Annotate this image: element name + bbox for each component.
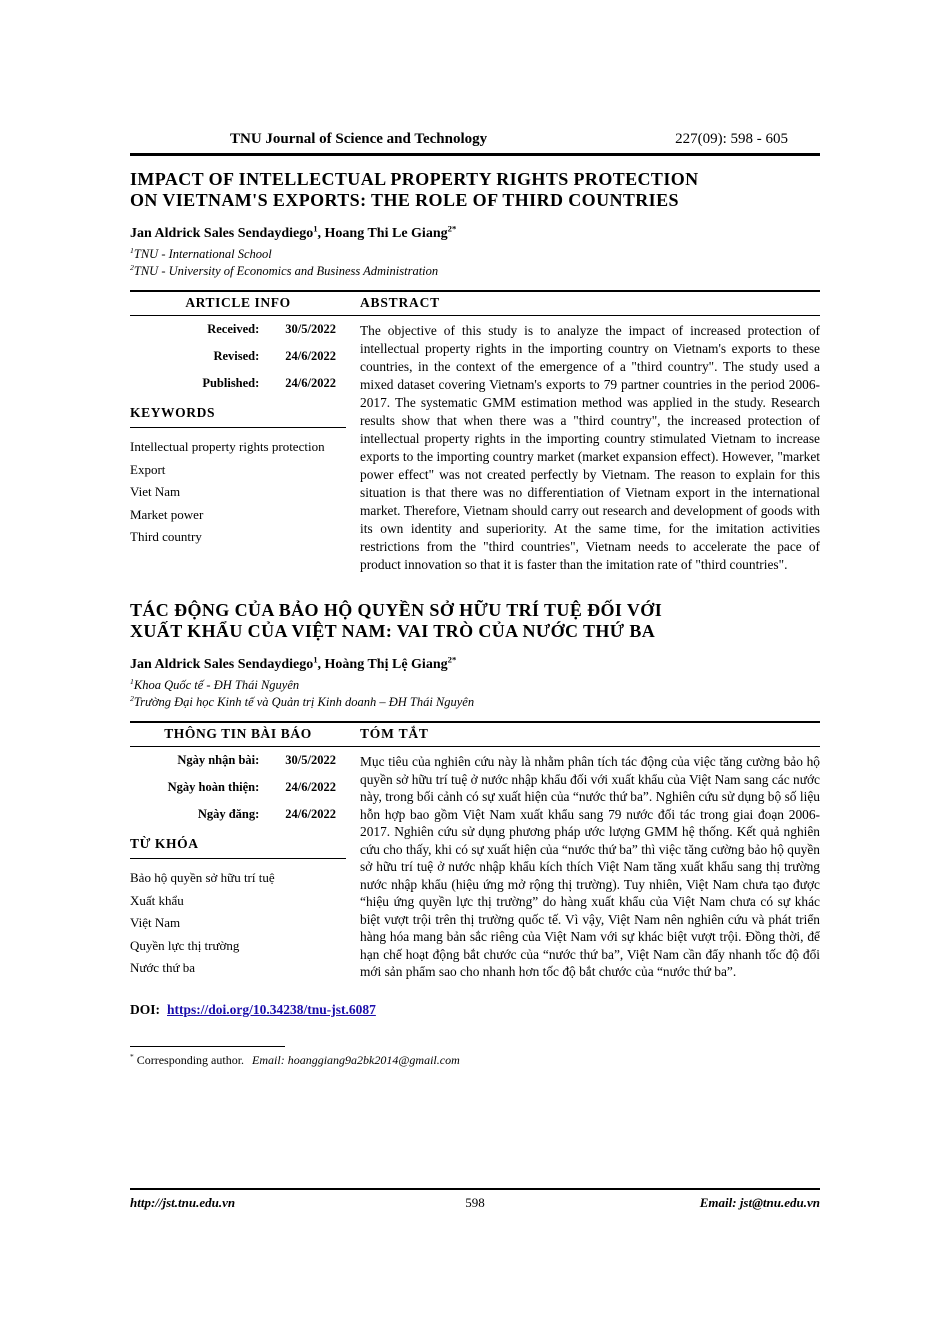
footnote-text: Corresponding author.	[136, 1052, 245, 1067]
date-value: 30/5/2022	[285, 322, 336, 336]
date-label: Ngày hoàn thiện:	[167, 780, 260, 794]
affiliations-vn	[130, 677, 820, 710]
corresponding-author-email: Email: hoanggiang9a2bk2014@gmail.com	[252, 1052, 460, 1067]
doi-row	[130, 1002, 820, 1018]
date-label: Ngày đăng:	[197, 807, 260, 821]
keyword-item: Nước thứ ba	[130, 960, 196, 975]
author-name: Hoàng Thị Lệ Giang	[324, 657, 448, 672]
date-row-revised	[130, 780, 346, 795]
date-label: Received:	[207, 322, 260, 336]
footnote-rule	[130, 1046, 285, 1047]
date-value: 24/6/2022	[285, 807, 336, 821]
author-separator: ,	[317, 657, 325, 672]
paper-title-vn-line1: TÁC ĐỘNG CỦA BẢO HỘ QUYỀN SỞ HỮU TRÍ TUỆ ĐỐI VỚI	[130, 600, 663, 620]
keyword-item: Third country	[130, 529, 202, 544]
keyword-item: Intellectual property rights protection	[130, 439, 325, 454]
paper-title-vn-line2: XUẤT KHẨU CỦA VIỆT NAM: VAI TRÒ CỦA NƯỚC THỨ BA	[130, 621, 656, 641]
paper-title-en-line1: IMPACT OF INTELLECTUAL PROPERTY RIGHTS PROTECTION	[130, 169, 699, 189]
keyword-item: Bảo hộ quyền sở hữu trí tuệ	[130, 870, 275, 885]
authors-en	[130, 225, 820, 242]
affiliation-text: TNU - International School	[133, 247, 272, 261]
keywords-list	[130, 869, 346, 977]
keyword-item: Viet Nam	[130, 484, 181, 499]
authors-vn	[130, 656, 820, 673]
author-affil-marker: 2*	[447, 654, 457, 665]
date-value: 24/6/2022	[285, 349, 336, 363]
info-table-body-row	[130, 747, 820, 982]
article-info-table-vn	[130, 721, 820, 982]
keyword-item: Xuất khẩu	[130, 892, 184, 908]
page-content	[130, 0, 820, 1068]
abstract-column	[360, 753, 820, 982]
date-label: Ngày nhận bài:	[177, 753, 260, 767]
page-footer	[130, 1188, 820, 1211]
date-label: Revised:	[213, 349, 260, 363]
affiliation-text: TNU - University of Economics and Business Administration	[133, 263, 439, 278]
date-row-revised	[130, 349, 346, 364]
footer-email: Email: jst@tnu.edu.vn	[699, 1195, 820, 1210]
date-value: 24/6/2022	[285, 780, 336, 794]
journal-name: TNU Journal of Science and Technology	[230, 131, 488, 147]
affiliation	[130, 263, 820, 280]
abstract-header: ABSTRACT	[360, 295, 440, 310]
date-value: 24/6/2022	[285, 376, 336, 390]
date-row-published	[130, 807, 346, 822]
article-info-header-vn: THÔNG TIN BÀI BÁO	[164, 726, 312, 741]
date-row-published	[130, 376, 346, 391]
keywords-block-en	[130, 405, 346, 546]
abstract-column	[360, 322, 820, 574]
header-rule	[130, 153, 820, 156]
abstract-text-vn: Mục tiêu của nghiên cứu này là nhằm phân tích tác động của việc tăng cường bảo hộ quyền sở hữu trí tuệ ở nước nhập khẩu đối với xuất khẩu của Việt Nam sang các nước này, trong bối cảnh có sự xuất hiện của “nước thứ ba”. Nghiên cứu sử dụng bộ số liệu hỗn hợp bao gồm Việt Nam xuất khẩu sang 79 nước đối tác trong giai đoạn 2006-2017. Nghiên cứu sử dụng phương pháp ước lượng GMM hệ thống. Kết quả nghiên cứu cho thấy, khi có sự xuất hiện của “nước thứ ba” thì việc tăng cường bảo hộ quyền sở hữu trí tuệ ở nước nhập khẩu kích thích Việt Nam tăng xuất khẩu sang thị trường nước nhập khẩu (hiệu ứng mở rộng thị trường). Tuy nhiên, Việt Nam chưa tạo được “hiệu ứng quyền lực thị trường” do hàng xuất khẩu của Việt Nam chưa có sự khác biệt vượt trội trên thị trường quốc tế. Vì vậy, Việt Nam nên nghiên cứu và phát triển hàng hóa mang bản sắc riêng của Việt Nam với sự khác biệt vượt trội. Đồng thời, để hạn chế hoạt động bắt chước của “nước thứ ba”, Việt Nam cần đẩy nhanh tốc độ đổi mới sản phẩm sao cho nhanh hơn tốc độ bắt chước của “nước thứ ba”.	[360, 754, 820, 979]
doi-link[interactable]: https://doi.org/10.34238/tnu-jst.6087	[167, 1001, 376, 1017]
footnote-marker: *	[130, 1051, 134, 1061]
keywords-list	[130, 438, 346, 546]
affiliation	[130, 246, 820, 263]
corresponding-author-note	[130, 1053, 820, 1068]
affiliation	[130, 677, 820, 694]
author-name: Jan Aldrick Sales Sendaydiego	[130, 657, 314, 672]
article-info-column	[130, 753, 346, 982]
date-value: 30/5/2022	[285, 753, 336, 767]
doi-label: DOI:	[130, 1001, 160, 1017]
date-label: Published:	[202, 376, 260, 390]
affiliations-en	[130, 246, 820, 279]
affiliation-marker: 1	[130, 245, 134, 255]
footnote	[130, 1046, 820, 1068]
keyword-item: Market power	[130, 506, 204, 522]
info-table-body-row	[130, 316, 820, 574]
affiliation-text: Trường Đại học Kinh tế và Quản trị Kinh doanh – ĐH Thái Nguyên	[133, 694, 475, 709]
article-info-table-en	[130, 290, 820, 574]
paper-title-vn	[130, 600, 820, 642]
keyword-item: Export	[130, 461, 166, 477]
running-head	[130, 130, 820, 148]
keyword-item: Quyền lực thị trường	[130, 937, 240, 953]
author-name: Hoang Thi Le Giang	[324, 226, 448, 241]
footer-website: http://jst.tnu.edu.vn	[130, 1195, 236, 1210]
keywords-header: TỪ KHÓA	[130, 836, 346, 859]
keywords-header: KEYWORDS	[130, 405, 346, 428]
author-separator: ,	[317, 226, 325, 241]
info-table-header-row	[130, 290, 820, 316]
author-affil-marker: 2*	[447, 223, 457, 234]
info-table-header-row	[130, 721, 820, 747]
affiliation-marker: 2	[130, 693, 134, 703]
abstract-header-vn: TÓM TẮT	[360, 726, 429, 741]
affiliation-text: Khoa Quốc tế - ĐH Thái Nguyên	[133, 678, 300, 692]
footer-page-number: 598	[465, 1195, 485, 1210]
paper-title-en	[130, 169, 820, 211]
affiliation-marker: 1	[130, 676, 134, 686]
date-row-received	[130, 322, 346, 337]
abstract-text-en: The objective of this study is to analyze the impact of increased protection of intellectual property rights in the importing country on Vietnam's exports to these countries, in the context of the emergence of a "third country". The study used a mixed dataset covering Vietnam's exports to 79 partner countries in the period 2006-2017. The systematic GMM estimation method was applied in the study. Research results show that when there was a "third country", the increased protection of intellectual property rights in the importing country stimulated Vietnam to increase exports to the importing country market (market expansion effect). However, "market power effect" was not created perfectly by Vietnam. The reason to explain for this situation is that there was no differentiation of Vietnam export in the international market. Therefore, Vietnam should carry out research and development of goods with its own identity and superiority. At the same time, for the imitation activities restrictions from the "third countries", Vietnam needs to accelerate the pace of product innovation so that it is faster than the imitation rate of "third countries".	[360, 323, 820, 572]
author-affil-marker: 1	[313, 223, 318, 234]
keywords-block-vn	[130, 836, 346, 977]
paper-title-en-line2: ON VIETNAM'S EXPORTS: THE ROLE OF THIRD COUNTRIES	[130, 190, 679, 210]
article-info-column	[130, 322, 346, 574]
affiliation-marker: 2	[130, 262, 134, 272]
issue-info: 227(09): 598 - 605	[675, 131, 788, 147]
author-name: Jan Aldrick Sales Sendaydiego	[130, 226, 314, 241]
keyword-item: Việt Nam	[130, 915, 181, 930]
author-affil-marker: 1	[313, 654, 318, 665]
affiliation	[130, 694, 820, 711]
date-row-received	[130, 753, 346, 768]
article-info-header: ARTICLE INFO	[185, 295, 291, 310]
